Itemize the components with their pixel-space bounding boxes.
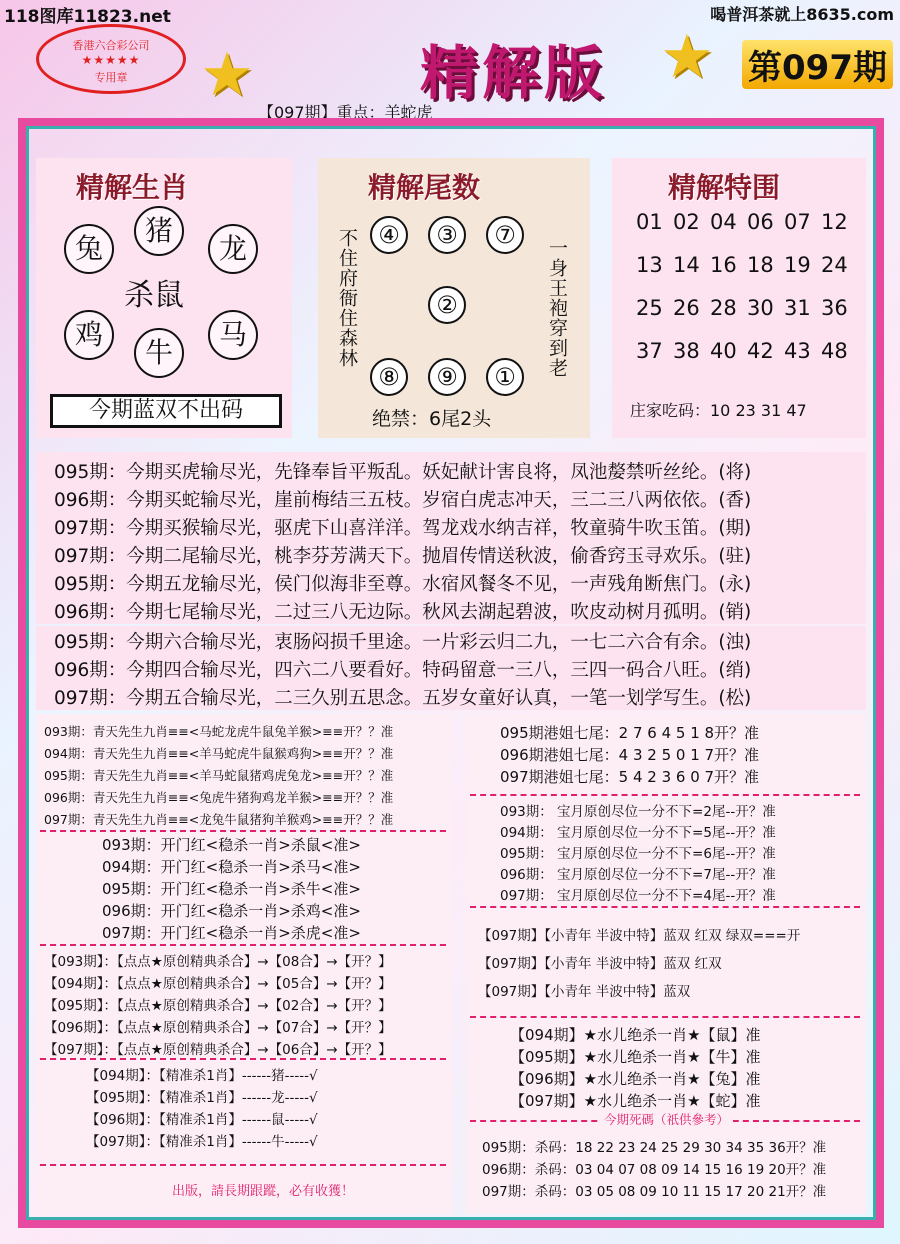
list-item: 095期：开门红<稳杀一肖>杀牛<准> xyxy=(102,880,361,898)
special-panel-title: 精解特围 xyxy=(668,171,781,204)
list-item: 093期： 宝月原创尽位一分不下=2尾--开？准 xyxy=(500,804,776,820)
poem-box-1 xyxy=(36,452,866,542)
tail-left-vertical: 不住府衙住森林 xyxy=(336,228,358,368)
list-item: 094期：开门红<稳杀一肖>杀马<准> xyxy=(102,858,361,876)
poem-box-2 xyxy=(36,540,866,624)
right-lower-column xyxy=(466,714,866,1214)
poem-line: 095期：今期买虎输尽光，先锋奉旨平叛乱。妖妃献计害良将，凤池嫠禁听丝纶。(将) xyxy=(54,462,752,483)
list-item: 095期： 宝月原创尽位一分不下=6尾--开？准 xyxy=(500,846,776,862)
poem-line: 095期：今期五龙输尽光，侯门似海非至尊。水宿风餐冬不见，一声残角断焦门。(永) xyxy=(54,574,752,595)
list-item: 【096期】：【点点★原创精典杀合】→【07合】→【开？】 xyxy=(44,1020,392,1036)
poem-line: 095期：今期六合输尽光，衷肠闷损千里途。一片彩云归二九，一七二六合有余。(浊) xyxy=(54,632,752,653)
zodiac-item: 兔 xyxy=(64,224,114,274)
list-item: 097期： 宝月原创尽位一分不下=4尾--开？准 xyxy=(500,888,776,904)
poem-line: 097期：今期买猴输尽光，驱虎下山喜洋洋。驾龙戏水纳吉祥，牧童骑牛吹玉笛。(期) xyxy=(54,518,752,539)
special-number: 24 xyxy=(821,253,848,277)
special-number: 07 xyxy=(784,210,811,234)
list-item: 095期港姐七尾：2 7 6 4 5 1 8开？准 xyxy=(500,724,760,742)
special-number: 28 xyxy=(710,296,737,320)
zodiac-item: 马 xyxy=(208,310,258,360)
list-item: 【097期】★水儿绝杀一肖★【蛇】准 xyxy=(510,1092,761,1110)
special-number: 12 xyxy=(821,210,848,234)
zodiac-bottom-box: 今期蓝双不出码 xyxy=(50,394,282,428)
poem-box-3 xyxy=(36,626,866,710)
page-title: 精解版 xyxy=(420,39,607,107)
tail-number: ⑦ xyxy=(486,216,524,254)
tail-panel xyxy=(318,158,590,438)
special-number: 13 xyxy=(636,253,663,277)
special-number: 43 xyxy=(784,339,811,363)
list-item: 094期： 宝月原创尽位一分不下=5尾--开？准 xyxy=(500,825,776,841)
special-number: 19 xyxy=(784,253,811,277)
zodiac-item: 牛 xyxy=(134,328,184,378)
special-number: 26 xyxy=(673,296,700,320)
zodiac-item: 鸡 xyxy=(64,310,114,360)
left-lower-column xyxy=(36,714,452,1214)
special-number: 40 xyxy=(710,339,737,363)
list-item: 【096期】★水儿绝杀一肖★【兔】准 xyxy=(510,1070,761,1088)
tail-number: ⑧ xyxy=(370,358,408,396)
special-number: 36 xyxy=(821,296,848,320)
poem-line: 096期：今期七尾输尽光，二过三八无边际。秋风去湖起碧波，吹皮动树月孤明。(销) xyxy=(54,602,752,623)
special-number: 38 xyxy=(673,339,700,363)
stamp-top-text: 香港六合彩公司 xyxy=(72,39,150,52)
special-number: 14 xyxy=(673,253,700,277)
stamp-use-text: 专用章 xyxy=(94,71,128,84)
list-item: 【093期】：【点点★原创精典杀合】→【08合】→【开？】 xyxy=(44,954,392,970)
tail-number: ④ xyxy=(370,216,408,254)
poem-line: 097期：今期五合输尽光，二三久别五思念。五岁女童好认真，一笔一划学写生。(松) xyxy=(54,688,752,709)
zodiac-panel xyxy=(36,158,292,438)
star-icon: ★ xyxy=(200,40,254,110)
site-right-label: 喝普洱茶就上8635.com xyxy=(710,5,894,24)
tail-number: ① xyxy=(486,358,524,396)
special-number: 01 xyxy=(636,210,663,234)
tail-ban: 绝禁：6尾2头 xyxy=(372,408,492,430)
stamp-stars: ★★★★★ xyxy=(81,53,141,67)
site-left-label: 118图库11823.net xyxy=(4,7,171,27)
list-item: 097期：杀码：03 05 08 09 10 11 15 17 20 21开？准 xyxy=(482,1184,827,1200)
list-item: 096期：开门红<稳杀一肖>杀鸡<准> xyxy=(102,902,361,920)
list-item: 【097期】【小青年 半波中特】蓝双 xyxy=(478,984,691,1000)
divider xyxy=(40,1164,446,1166)
list-item: 【097期】【小青年 半波中特】蓝双 红双 xyxy=(478,956,722,972)
divider xyxy=(470,906,860,908)
company-stamp xyxy=(36,24,186,94)
poem-line: 097期：今期二尾输尽光，桃李芬芳满天下。抛眉传情送秋波，偷香窍玉寻欢乐。(驻) xyxy=(54,546,752,567)
list-item: 097期：开门红<稳杀一肖>杀虎<准> xyxy=(102,924,361,942)
dead-code-title: 今期死碼（祇供參考） xyxy=(600,1110,733,1128)
list-item: 097期：青天先生九肖≡≡<龙兔牛鼠猪狗羊猴鸡>≡≡开？？准 xyxy=(44,812,394,827)
list-item: 【095期】★水儿绝杀一肖★【牛】准 xyxy=(510,1048,761,1066)
star-icon: ★ xyxy=(660,22,714,92)
special-number: 02 xyxy=(673,210,700,234)
issue-number: 第097期 xyxy=(742,40,893,89)
tail-number: ② xyxy=(428,286,466,324)
special-number: 42 xyxy=(747,339,774,363)
poem-line: 096期：今期四合输尽光，四六二八要看好。特码留意一三八，三四一码合八旺。(绡) xyxy=(54,660,752,681)
tail-number: ③ xyxy=(428,216,466,254)
list-item: 096期： 宝月原创尽位一分不下=7尾--开？准 xyxy=(500,867,776,883)
list-item: 093期：青天先生九肖≡≡<马蛇龙虎牛鼠兔羊猴>≡≡开？？准 xyxy=(44,724,394,739)
divider xyxy=(40,830,446,832)
special-number: 31 xyxy=(784,296,811,320)
list-item: 094期：青天先生九肖≡≡<羊马蛇虎牛鼠猴鸡狗>≡≡开？？准 xyxy=(44,746,394,761)
divider xyxy=(40,1058,446,1060)
key-line: 【097期】重点：羊蛇虎 xyxy=(258,103,433,122)
list-item: 【094期】：【精准杀1肖】------猪-----√ xyxy=(86,1068,318,1084)
special-number: 04 xyxy=(710,210,737,234)
special-number: 48 xyxy=(821,339,848,363)
list-item: 【094期】★水儿绝杀一肖★【鼠】准 xyxy=(510,1026,761,1044)
special-panel xyxy=(612,158,866,438)
special-number: 37 xyxy=(636,339,663,363)
special-number: 18 xyxy=(747,253,774,277)
tail-number: ⑨ xyxy=(428,358,466,396)
zodiac-center: 杀鼠 xyxy=(124,278,184,313)
tail-right-vertical: 一身王袍穿到老 xyxy=(546,238,568,378)
divider xyxy=(40,944,446,946)
list-item: 095期：青天先生九肖≡≡<羊马蛇鼠猪鸡虎兔龙>≡≡开？？准 xyxy=(44,768,394,783)
list-item: 【095期】：【点点★原创精典杀合】→【02合】→【开？】 xyxy=(44,998,392,1014)
special-number: 25 xyxy=(636,296,663,320)
list-item: 【094期】：【点点★原创精典杀合】→【05合】→【开？】 xyxy=(44,976,392,992)
list-item: 097期港姐七尾：5 4 2 3 6 0 7开？准 xyxy=(500,768,760,786)
list-item: 【095期】：【精准杀1肖】------龙-----√ xyxy=(86,1090,318,1106)
special-number: 30 xyxy=(747,296,774,320)
list-item: 096期港姐七尾：4 3 2 5 0 1 7开？准 xyxy=(500,746,760,764)
divider xyxy=(470,1016,860,1018)
list-item: 【096期】：【精准杀1肖】------鼠-----√ xyxy=(86,1112,318,1128)
list-item: 【097期】【小青年 半波中特】蓝双 红双 绿双===开 xyxy=(478,928,801,944)
zodiac-item: 猪 xyxy=(134,206,184,256)
list-item: 095期：杀码：18 22 23 24 25 29 30 34 35 36开？准 xyxy=(482,1140,827,1156)
list-item: 【097期】：【精准杀1肖】------牛-----√ xyxy=(86,1134,318,1150)
list-item: 【097期】：【点点★原创精典杀合】→【06合】→【开？】 xyxy=(44,1042,392,1058)
list-item: 096期：杀码：03 04 07 08 09 14 15 16 19 20开？准 xyxy=(482,1162,827,1178)
zodiac-item: 龙 xyxy=(208,224,258,274)
left-footer: 出版，請長期跟蹤，必有收獲！ xyxy=(172,1184,355,1199)
zodiac-panel-title: 精解生肖 xyxy=(76,171,189,204)
special-number: 06 xyxy=(747,210,774,234)
poem-line: 096期：今期买蛇输尽光，崖前梅结三五枝。岁宿白虎志冲天，三二三八两依依。(香) xyxy=(54,490,752,511)
special-number: 16 xyxy=(710,253,737,277)
divider xyxy=(470,794,860,796)
list-item: 096期：青天先生九肖≡≡<兔虎牛猪狗鸡龙羊猴>≡≡开？？准 xyxy=(44,790,394,805)
list-item: 093期：开门红<稳杀一肖>杀鼠<准> xyxy=(102,836,361,854)
special-footer: 庄家吃码：10 23 31 47 xyxy=(630,401,807,420)
tail-panel-title: 精解尾数 xyxy=(368,171,481,204)
